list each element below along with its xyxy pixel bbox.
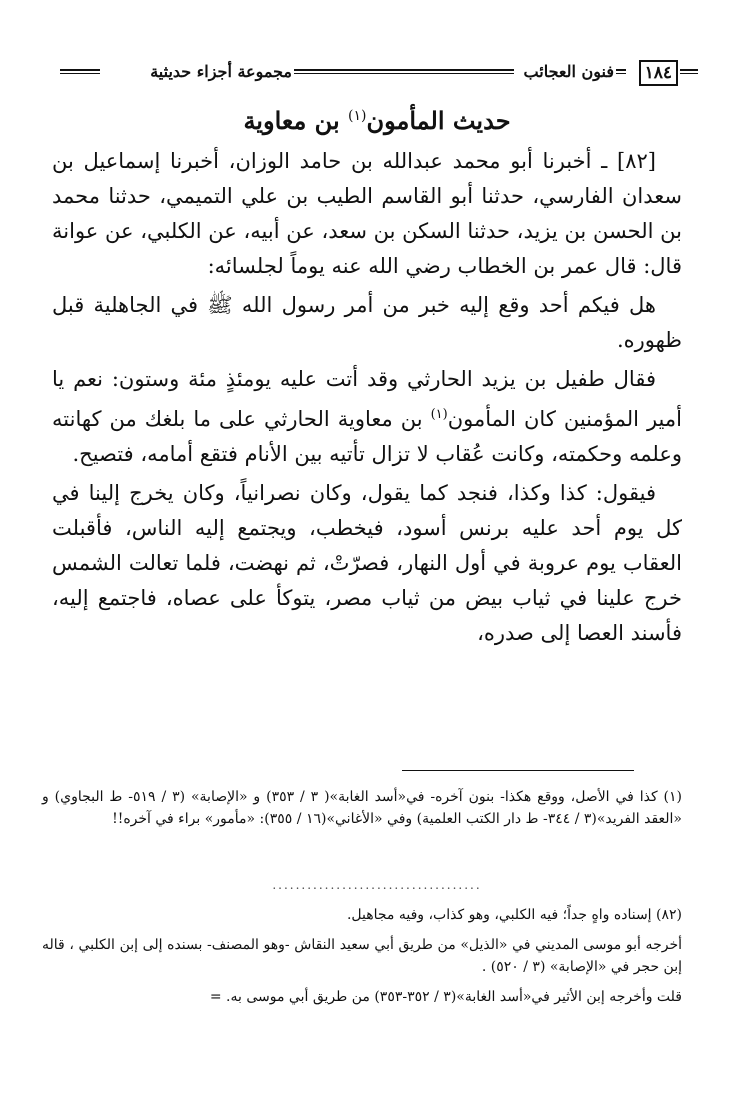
section-title xyxy=(0,106,754,135)
running-header xyxy=(58,58,698,88)
book-title: فنون العجائب xyxy=(523,62,614,81)
section-title-text: بن معاوية xyxy=(243,106,348,135)
dotted-separator: .................................... xyxy=(272,878,482,892)
footnotes xyxy=(42,786,682,832)
footnote-1: (١) كذا في الأصل، ووقع هكذا- بنون آخره- في«أسد الغابة»( ٣ / ٣٥٣) و «الإصابة» (٣ / ٥١٩- ط البجاوي) و «العقد الفريد»(٣ / ٣٤٤- ط دار الكتب العلمية) وفي «الأغاني»(١٦ / ٣٥٥): «مأمور» براء في آخره!! xyxy=(42,789,682,827)
footnote-reference: (١) xyxy=(430,407,448,422)
header-rule xyxy=(680,69,698,74)
header-rule xyxy=(616,69,626,74)
note-addition: قلت وأخرجه إبن الأثير في«أسد الغابة»(٣ / ٣٥٢-٣٥٣) من طريق أبي موسى به. = xyxy=(209,989,682,1005)
paragraph-question: هل فيكم أحد وقع إليه خبر من أمر رسول الله ﷺ في الجاهلية قبل ظهوره. xyxy=(52,293,682,352)
paragraph-isnad: [٨٢] ـ أخبرنا أبو محمد عبدالله بن حامد الوزان، أخبرنا إسماعيل بن سعدان الفارسي، حدثنا أبو القاسم الطيب بن علي التميمي، حدثنا محمد بن الحسن بن يزيد، حدثنا السكن بن سعد، عن أبيه، عن الكلبي، عن عوانة قال: قال عمر بن الخطاب رضي الله عنه يوماً لجلسائه: xyxy=(52,149,682,278)
paragraph-story: فيقول: كذا وكذا، فنجد كما يقول، وكان نصرانياً، وكان يخرج إلينا في كل يوم أحد عليه برنس أسود، فيخطب، ويجتمع إليه الناس، فأقبلت العقاب يوم عروبة في أول النهار، فصرّتْ، ثم نهضت، فلما تعالت الشمس خرج علينا في ثياب بيض من ثياب مصر، يتوكأ على عصاه، فاجتمع إليه، فأسند العصا إلى صدره، xyxy=(52,481,682,645)
note-grading: (٨٢) إسناده واهٍ جداً؛ فيه الكلبي، وهو كذاب، وفيه مجاهيل. xyxy=(346,907,682,923)
paragraph-answer xyxy=(52,362,682,472)
paragraph-text: فقال طفيل بن يزيد الحارثي وقد أتت عليه يومئذٍ مئة وستون: نعم يا أمير المؤمنين كان المأمون xyxy=(52,367,682,431)
paragraph-text: بن معاوية الحارثي على ما بلغك من كهانته وعلمه وحكمته، وكانت عُقاب لا تزال تأتيه بين الأنام فتقع أمامه، فتصيح. xyxy=(52,407,682,466)
takhrij-notes xyxy=(42,904,682,1016)
collection-title: مجموعة أجزاء حديثية xyxy=(150,62,292,81)
footnote-reference: (١) xyxy=(347,108,367,124)
section-title-text: حديث المأمون xyxy=(366,106,511,135)
header-rule xyxy=(294,69,514,74)
note-source: أخرجه أبو موسى المديني في «الذيل» من طريق أبي سعيد النقاش -وهو المصنف- بسنده إلى إبن الكلبي ، قاله إبن حجر في «الإصابة» (٣ / ٥٢٠) . xyxy=(42,937,682,975)
main-text xyxy=(52,144,682,655)
footnote-rule xyxy=(402,770,634,771)
header-rule xyxy=(60,69,100,74)
page-number: ١٨٤ xyxy=(639,60,678,86)
